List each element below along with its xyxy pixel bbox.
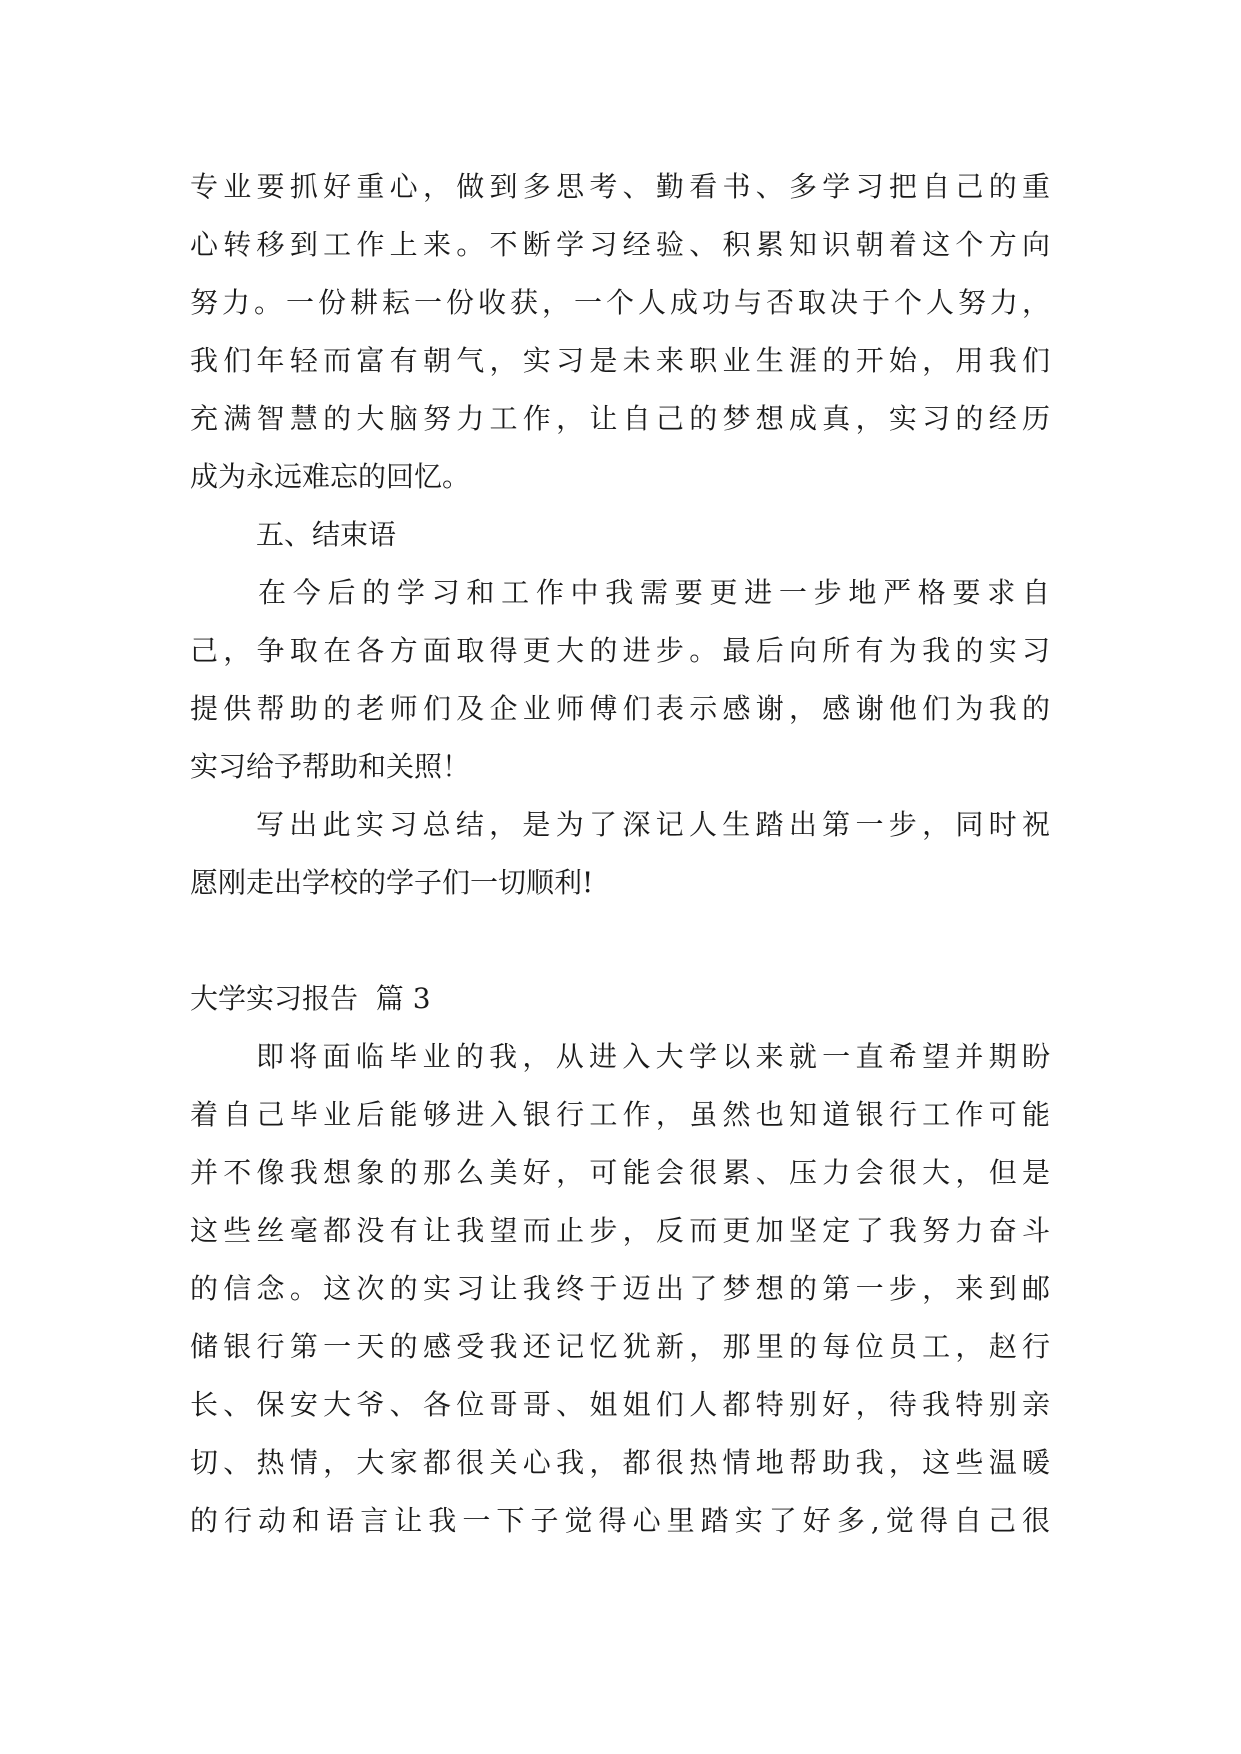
body-text-line: 的信念。这次的实习让我终于迈出了梦想的第一步，来到邮 — [190, 1272, 1050, 1305]
report-title: 大学实习报告 篇 3 — [190, 982, 431, 1015]
body-text-line: 写出此实习总结，是为了深记人生踏出第一步，同时祝 — [256, 808, 1050, 841]
body-text-line: 着自己毕业后能够进入银行工作，虽然也知道银行工作可能 — [190, 1098, 1050, 1131]
body-text-line: 并不像我想象的那么美好，可能会很累、压力会很大，但是 — [190, 1156, 1050, 1189]
body-text-line: 在今后的学习和工作中我需要更进一步地严格要求自 — [258, 576, 1050, 609]
body-text-line: 切、热情，大家都很关心我，都很热情地帮助我，这些温暖 — [190, 1446, 1050, 1479]
body-text-line: 的行动和语言让我一下子觉得心里踏实了好多,觉得自己很 — [190, 1504, 1050, 1537]
body-text-line: 己，争取在各方面取得更大的进步。最后向所有为我的实习 — [190, 634, 1050, 667]
body-text-line: 提供帮助的老师们及企业师傅们表示感谢，感谢他们为我的 — [190, 692, 1050, 725]
body-text-line: 充满智慧的大脑努力工作，让自己的梦想成真，实习的经历 — [190, 402, 1050, 435]
body-text-line: 专业要抓好重心，做到多思考、勤看书、多学习把自己的重 — [190, 170, 1050, 203]
body-text-line: 即将面临毕业的我，从进入大学以来就一直希望并期盼 — [256, 1040, 1050, 1073]
body-text-line: 这些丝毫都没有让我望而止步，反而更加坚定了我努力奋斗 — [190, 1214, 1050, 1247]
body-text-line: 努力。一份耕耘一份收获，一个人成功与否取决于个人努力， — [190, 286, 1050, 319]
body-text-line: 长、保安大爷、各位哥哥、姐姐们人都特别好，待我特别亲 — [190, 1388, 1050, 1421]
body-text-line: 心转移到工作上来。不断学习经验、积累知识朝着这个方向 — [190, 228, 1050, 261]
body-text-line: 成为永远难忘的回忆。 — [190, 460, 471, 493]
body-text-line: 我们年轻而富有朝气，实习是未来职业生涯的开始，用我们 — [190, 344, 1050, 377]
section-heading: 五、结束语 — [256, 518, 397, 551]
body-text-line: 实习给予帮助和关照！ — [190, 750, 471, 783]
body-text-line: 储银行第一天的感受我还记忆犹新，那里的每位员工，赵行 — [190, 1330, 1050, 1363]
body-text-line: 愿刚走出学校的学子们一切顺利! — [190, 866, 594, 899]
